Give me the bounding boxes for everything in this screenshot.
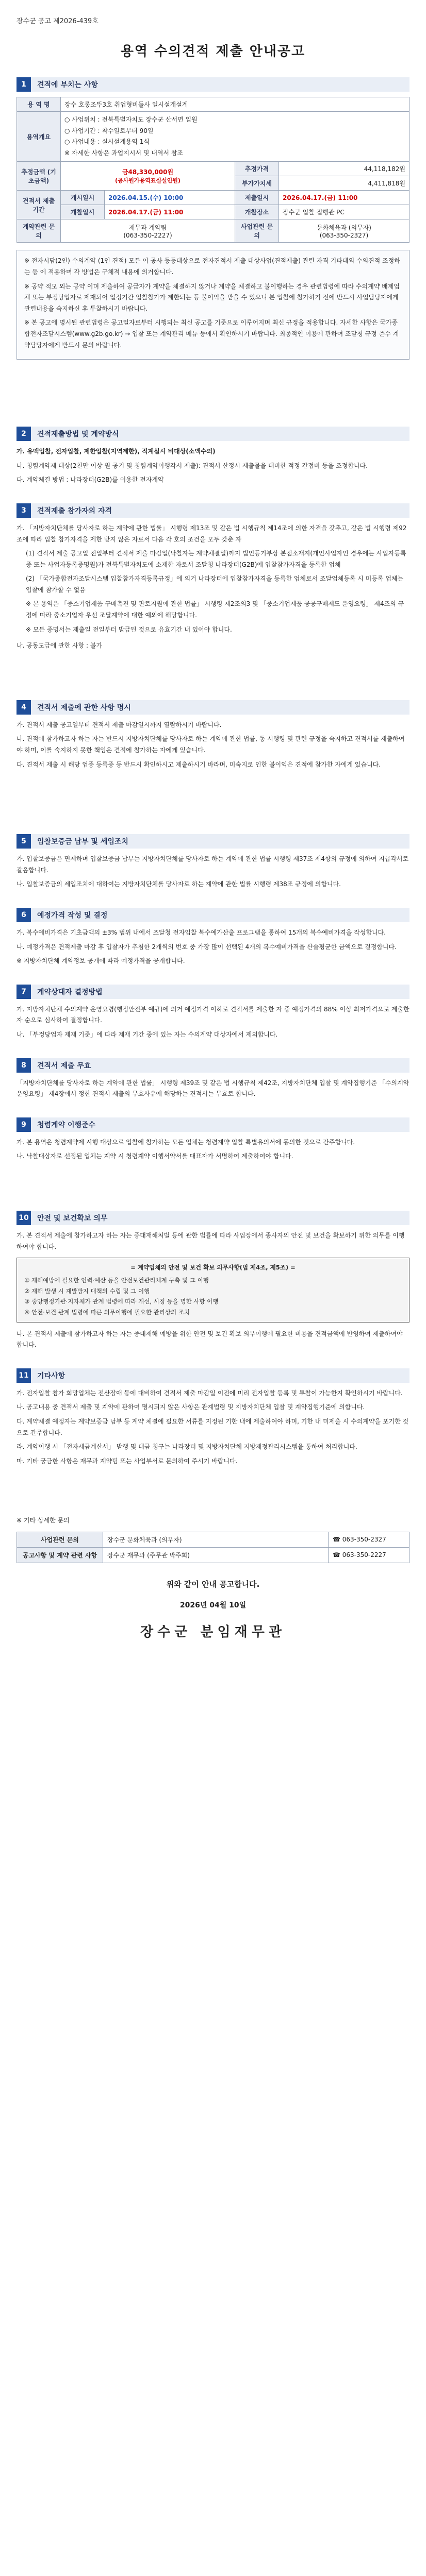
paragraph: 가. 견적서 제출 공고일부터 견적서 제출 마감일시까지 열람하시기 바랍니다. — [17, 721, 222, 728]
section-8 — [17, 1058, 409, 1100]
paragraph: 나. 「부정당업자 제재 기준」에 따라 제재 기간 중에 있는 자는 수의계약 대상자에서 제외합니다. — [17, 1030, 278, 1038]
place-value: 장수군 입찰 집행관 PC — [279, 205, 409, 219]
label-end: 제출일시 — [235, 191, 279, 205]
section-number: 6 — [17, 908, 31, 922]
section-title: 청렴계약 이행준수 — [37, 1121, 96, 1129]
contact-label: 공고사항 및 계약 관련 사항 — [17, 1547, 103, 1563]
contact-section — [17, 1515, 409, 1563]
amount-note: (공사원가용역표실설인원) — [115, 177, 181, 184]
notice-number: 장수군 공고 제2026-439호 — [17, 18, 99, 25]
section-number: 5 — [17, 834, 31, 849]
paragraph: 가. 복수예비가격은 기초금액의 ±3% 범위 내에서 조달청 전자입찰 복수예가산출 프로그램을 통하여 15개의 복수예비가격을 작성합니다. — [17, 929, 386, 936]
overview-line: ※ 자세한 사항은 과업지시서 및 내역서 참조 — [64, 149, 184, 157]
contact-phone: ☎ 063-350-2327 — [329, 1532, 409, 1547]
paragraph: 나. 공동도급에 관한 사항 : 불가 — [17, 642, 103, 650]
paragraph: 가. 입찰보증금은 면제하며 입찰보증금 납부는 지방자치단체를 당사자로 하는 계약에 관한 법률 시행령 제37조 제4항의 규정에 의하여 지급각서로 갈음합니다. — [17, 855, 409, 874]
paragraph: 다. 계약체결 방법 : 나라장터(G2B)를 이용한 전자계약 — [17, 476, 164, 484]
section-header — [17, 700, 409, 715]
section-title: 견적서 제출 무효 — [37, 1061, 91, 1070]
overview-cell — [61, 112, 409, 162]
section-title: 입찰보증금 납부 및 세입조치 — [37, 838, 128, 846]
safety-item: ④ 안전·보건 관계 법령에 따른 의무이행에 필요한 관리상의 조치 — [24, 1308, 190, 1316]
paragraph: 다. 견적서 제출 시 해당 업종 등록증 등 반드시 확인하시고 제출하시기 바라며, 미숙지로 인한 불이익은 견적에 참가한 자에게 있습니다. — [17, 760, 381, 768]
note-text: ※ 본 공고에 명시된 관련법령은 공고일자로부터 시행되는 최신 공고를 기준으로 이루어지며 최신 규정을 적용합니다. 자세한 사항은 국가종합전자조달시스템(www.g2b.go.kr) → 입찰 또는 계약관리 메뉴 등에서 확인하시기 바랍니다. 최종적인 이용에 관하여 조달청 규정 준수 계약담당자에게 반드시 문의 바랍니다. — [24, 319, 399, 349]
contact-label: 사업관련 문의 — [17, 1532, 103, 1547]
section-header — [17, 77, 409, 92]
tech-tel: (063-350-2327) — [319, 231, 369, 239]
section-number: 9 — [17, 1117, 31, 1132]
project-name: 장수 호롱조뚜3호 취업형비둘사 일시설개설계 — [61, 97, 409, 112]
label-start: 개시일시 — [61, 191, 105, 205]
paragraph: 다. 계약체결 예정자는 계약보증금 납부 등 계약 체결에 필요한 서류를 지정된 기한 내에 제출하여야 하며, 기한 내 미제출 시 수의계약을 포기한 것으로 간주합니다. — [17, 1417, 409, 1436]
section-number: 2 — [17, 427, 31, 441]
section-number: 11 — [17, 1368, 31, 1383]
label-open: 개찰일시 — [61, 205, 105, 219]
tech-cell — [279, 219, 409, 243]
contact-phone: ☎ 063-350-2227 — [329, 1547, 409, 1563]
paragraph: (2) 「국가종합전자조달시스템 입찰참가자격등록규정」에 의거 나라장터에 입찰참가자격을 등록한 업체로서 조달업체등록 시 미등록 업체는 입찰에 참가할 수 없음 — [26, 575, 404, 594]
paragraph: (1) 견적서 제출 공고일 전일부터 견적서 제출 마감일(낙찰자는 계약체결일)까지 법인등기부상 본점소재지(개인사업자인 경우에는 사업자등록증 또는 사업자등록증명원)가 전북특별자치도에 소재한 자로서 조달청 나라장터(G2B)에 입찰참가자격을 등록한 업체 — [26, 550, 406, 568]
open-value: 2026.04.17.(금) 11:00 — [105, 205, 235, 219]
label-overview: 용역개요 — [17, 112, 61, 162]
note-text: ※ 공약 적모 외는 공약 이며 제출하여 공급자가 계약을 체결하지 않거나 계약을 체결하고 불이행하는 경우 관련법령에 따라 수의계약 배제업체 또는 부정당업자로 제재되어 일정기간 입찰참가가 제한되는 등 불이익을 받을 수 있으니 본 입찰에 참가하기 전에 반드시 사업담당자에게 관련내용을 숙지하신 후 투찰하시기 바랍니다. — [24, 282, 400, 312]
overview-line: ○ 사업기간 : 착수일로부터 90일 — [64, 127, 154, 134]
paragraph: 마. 기타 궁금한 사항은 재무과 계약팀 또는 사업부서로 문의하여 주시기 바랍니다. — [17, 1457, 238, 1465]
dept-tel: (063-350-2227) — [123, 231, 172, 239]
section-header — [17, 908, 409, 922]
section-title: 예정가격 작성 및 결정 — [37, 911, 108, 920]
paragraph: ※ 모든 증명서는 제출일 전일부터 발급된 것으로 유효기간 내 있어야 합니다. — [26, 625, 232, 633]
section-11 — [17, 1368, 409, 1467]
section-number: 7 — [17, 985, 31, 999]
vat-value: 4,411,818원 — [279, 176, 409, 191]
section-number: 3 — [17, 503, 31, 518]
section-4 — [17, 700, 409, 770]
section-title: 견적에 부치는 사항 — [37, 81, 98, 89]
section-number: 4 — [17, 700, 31, 715]
paragraph: 나. 낙찰대상자로 선정된 업체는 계약 시 청렴계약 이행서약서를 대표자가 서명하여 제출하여야 합니다. — [17, 1153, 293, 1160]
section-6 — [17, 908, 409, 967]
section-2 — [17, 427, 409, 486]
section-number: 8 — [17, 1058, 31, 1073]
page-title: 용역 수의견적 제출 안내공고 — [120, 44, 306, 59]
overview-line: ○ 사업위치 : 전북특별자치도 장수군 산서면 일원 — [64, 116, 198, 123]
paragraph: 가. 전자입찰 참가 희망업체는 전산장애 등에 대비하여 견적서 제출 마감일 이전에 미리 전자입찰 등록 및 투찰이 가능한지 확인하시기 바랍니다. — [17, 1389, 403, 1397]
notice-date: 2026년 04월 10일 — [179, 1601, 247, 1609]
label-amount: 추정금액 (기초금액) — [17, 162, 61, 191]
label-tech: 사업관련 문의 — [235, 219, 279, 243]
section-1 — [17, 77, 409, 360]
paragraph: 나. 입찰보증금의 세입조치에 대하여는 지방자치단체를 당사자로 하는 계약에 관한 법률 시행령 제38조 규정에 의합니다. — [17, 880, 341, 888]
section-title: 견적제출방법 및 계약방식 — [37, 430, 119, 439]
section-number: 1 — [17, 77, 31, 92]
safety-item: ③ 중앙행정기관·지자체가 관계 법령에 따라 개선, 시정 등을 명한 사항 이행 — [24, 1298, 219, 1306]
amount-cell — [61, 162, 235, 191]
section-header — [17, 834, 409, 849]
section-title: 견적서 제출에 관한 사항 명시 — [37, 703, 131, 712]
note-text: ※ 전자시담(2인) 수의계약 (1인 견적) 모든 이 공사 등등대상으로 전자견적서 제출 대상사업(견적제출) 관련 자격 기타대외 수의견적 조정하는 등 에 적용하며 각 방법은 구체적 내용에 의거합니다. — [24, 257, 400, 276]
safety-obligations-box — [17, 1258, 409, 1322]
contact-intro: ※ 기타 상세한 문의 — [17, 1517, 70, 1524]
section-number: 10 — [17, 1211, 31, 1225]
section-title: 기타사항 — [37, 1371, 65, 1380]
end-value: 2026.04.17.(금) 11:00 — [279, 191, 409, 205]
paragraph: 나. 청렴계약제 대상(2천만 이상 원 공기 및 청렴계약이행각서 제출): 견적서 산정시 제출물을 대비한 적정 간접비 등을 조정합니다. — [17, 462, 368, 469]
paragraph: 나. 본 견적서 제출에 참가하고자 하는 자는 중대재해 예방을 위한 안전 및 보건 확보 의무이행에 필요한 비용을 견적금액에 반영하여 제출하여야 합니다. — [17, 1330, 403, 1349]
section-header — [17, 427, 409, 441]
safety-item: ① 재해예방에 필요한 인력·예산 등을 안전보건관리체계 구축 및 그 이행 — [24, 1276, 209, 1284]
section-7 — [17, 985, 409, 1041]
paragraph: 가. 「지방자치단체를 당사자로 하는 계약에 관한 법률」 시행령 제13조 및 같은 법 시행규칙 제14조에 의한 자격을 갖추고, 같은 법 시행령 제92조에 따라 입찰 참가자격을 제한 받지 않은 자로서 다음 각 호의 조건을 모두 갖춘 자 — [17, 524, 407, 543]
amount-value: 금48,330,000원 — [122, 168, 174, 176]
section-header — [17, 1058, 409, 1073]
label-place: 개찰장소 — [235, 205, 279, 219]
start-value: 2026.04.15.(수) 10:00 — [105, 191, 235, 205]
overview-line: ○ 사업내용 : 실시설계용역 1식 — [64, 138, 150, 146]
section-title: 계약상대자 결정방법 — [37, 988, 103, 996]
section-header — [17, 1211, 409, 1225]
label-vat: 부가가치세 — [235, 176, 279, 191]
paragraph: 가. 유맥입찰, 전자입찰, 제한입찰(지역제한), 직계실시 비대상(소액수의) — [17, 448, 216, 455]
label-dept: 계약관련 문의 — [17, 219, 61, 243]
paragraph: 가. 본 용역은 청렴계약제 시행 대상으로 입찰에 참가하는 모든 업체는 청렴계약 입찰 특별유의서에 동의한 것으로 간주합니다. — [17, 1138, 355, 1146]
section-header — [17, 1368, 409, 1383]
section-header — [17, 503, 409, 518]
section-title: 안전 및 보건확보 의무 — [37, 1214, 108, 1223]
paragraph: ※ 지방자치단체 계약정보 공개에 따라 예정가격을 공개합니다. — [17, 957, 185, 965]
contact-dept: 장수군 재무과 (주무관 박주희) — [103, 1547, 329, 1563]
dept-name: 재무과 계약팀 — [128, 224, 167, 231]
paragraph: ※ 본 용역은 「중소기업제품 구매촉진 및 판로지원에 관한 법률」 시행령 제2조의3 및 「중소기업제품 공공구매제도 운영요령」 제4조의 규정에 따라 중소기업자 우선 조달계약에 대한 예외에 해당합니다. — [26, 600, 404, 619]
cost-value: 44,118,182원 — [279, 162, 409, 176]
section-title: 견적제출 참가자의 자격 — [37, 506, 112, 515]
closing-statement: 위와 같이 안내 공고합니다. — [166, 1579, 260, 1589]
project-info-table — [17, 97, 409, 243]
label-project: 용 역 명 — [17, 97, 61, 112]
section-header — [17, 985, 409, 999]
paragraph: 가. 본 견적서 제출에 참가하고자 하는 자는 중대재해처벌 등에 관한 법률에 따라 사업장에서 종사자의 안전 및 보건을 확보하기 위한 의무를 이행하여야 합니다. — [17, 1231, 405, 1250]
section-1-notes — [17, 250, 409, 360]
safety-item: ② 재해 발생 시 재발방지 대책의 수립 및 그 이행 — [24, 1287, 150, 1295]
label-cost: 추정가격 — [235, 162, 279, 176]
section-10 — [17, 1211, 409, 1351]
issuer-name: 장수군 분임재무관 — [140, 1624, 286, 1640]
paragraph: 나. 공고내용 중 견적서 제출 및 계약에 관하여 명시되지 않은 사항은 관계법령 및 지방자치단체 입찰 및 계약집행기준에 의합니다. — [17, 1403, 365, 1411]
section-9 — [17, 1117, 409, 1162]
contact-dept: 장수군 문화체육과 (의무자) — [103, 1532, 329, 1547]
tech-name: 문화체육과 (의무자) — [317, 224, 371, 231]
section-5 — [17, 834, 409, 890]
section-3 — [17, 503, 409, 652]
section-header — [17, 1117, 409, 1132]
paragraph: 「지방자치단체를 당사자로 하는 계약에 관한 법률」 시행령 제39조 및 같은 법 시행규칙 제42조, 지방자치단체 입찰 및 계약집행기준 「수의계약운영요령」 제4장에서 정한 견적서 제출의 무효사유에 해당하는 견적서는 무효로 합니다. — [17, 1079, 409, 1098]
safety-box-heading: = 계약업체의 안전 및 보건 확보 의무사항(법 제4조, 제5조) = — [130, 1264, 296, 1272]
paragraph: 나. 예정가격은 견적제출 마감 후 입찰자가 추첨한 2개씩의 번호 중 가장 많이 선택된 4개의 복수예비가격을 산술평균한 금액으로 결정합니다. — [17, 943, 397, 951]
paragraph: 나. 견적에 참가하고자 하는 자는 반드시 지방자치단체를 당사자로 하는 계약에 관한 법률, 동 시행령 및 관련 규정을 숙지하고 견적서를 제출하여야 하며, 이를 숙지하지 못한 책임은 견적에 참가하는 자에게 있습니다. — [17, 735, 405, 754]
label-period: 견적서 제출 기간 — [17, 191, 61, 219]
dept-cell — [61, 219, 235, 243]
contact-table — [17, 1532, 409, 1563]
paragraph: 가. 지방자치단체 수의계약 운영요령(행정안전부 예규)에 의거 예정가격 이하로 견적서를 제출한 자 중 예정가격의 88% 이상 최저가격으로 제출한 자 순으로 심사하여 결정합니다. — [17, 1005, 409, 1024]
paragraph: 라. 계약이행 시 「전자세금계산서」 발행 및 대금 청구는 나라장터 및 지방자치단체 지방재정관리시스템을 통하여 처리합니다. — [17, 1443, 357, 1451]
